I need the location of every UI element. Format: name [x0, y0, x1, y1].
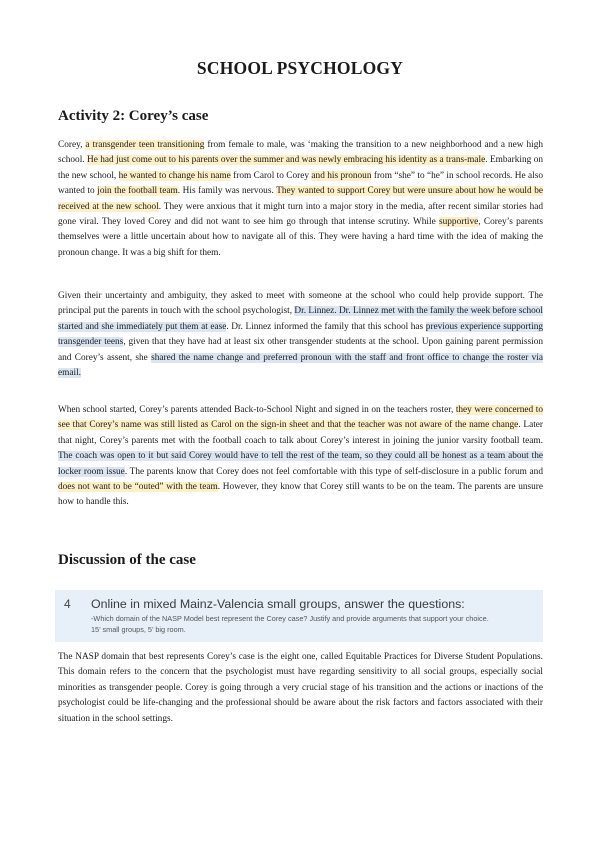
highlighted-text: they were concerned to see that Corey’s name was still listed as Carol on the sign-in sheet and that the teacher was not aware of the name change: [58, 405, 543, 431]
highlighted-text: a transgender teen transitioning: [85, 140, 205, 150]
body-text: Given their uncertainty and ambiguity, they asked to meet with someone at the school who could help provide support. The principal put the parents in touch with the school psychologist,: [58, 291, 543, 317]
discussion-heading: Discussion of the case: [58, 552, 196, 568]
highlighted-text: He had just come out to his parents over the summer and was newly embracing his identity as a trans-male: [87, 155, 486, 166]
body-text: , given that they have had at least six other transgender students at the school. Upon gaining parent permission and Corey’s assent, she: [58, 337, 544, 363]
highlighted-text: The coach was open to it but said Corey would have to tell the rest of the team, so they could all be honest as a team about the locker room issue: [58, 451, 543, 477]
body-text: , Corey’s parents themselves were a little uncertain about how to navigate all of this. They were having a hard time with the idea of making the pronoun change. It was a big shift for them.: [58, 217, 543, 258]
case-paragraph-3: [58, 403, 543, 511]
highlighted-text: supportive: [439, 217, 479, 228]
body-text: . His family was nervous.: [177, 186, 277, 197]
highlighted-text: They wanted to support Corey but were unsure about how he would be received at the new school: [58, 186, 544, 212]
question-detail-line-2: 15’ small groups, 5’ big room.: [91, 624, 186, 634]
body-text: When school started, Corey’s parents attended Back-to-School Night and signed in on the teachers roster,: [58, 405, 456, 415]
highlighted-text: Dr. Linnez. Dr. Linnez met with the family the week before school started and she immediately put them at ease: [58, 306, 543, 332]
activity-heading: Activity 2: Corey’s case: [58, 108, 209, 124]
body-text: Corey,: [58, 140, 86, 150]
body-text: . Dr. Linnez informed the family that this school has: [226, 321, 426, 332]
question-number: 4: [64, 597, 71, 611]
body-text: . However, they know that Corey still wants to be on the team. The parents are unsure how to handle this.: [58, 482, 543, 508]
body-text: . Later that night, Corey’s parents met with the football coach to talk about Corey’s interest in joining the junior varsity football team.: [58, 420, 543, 446]
case-paragraph-2: [58, 289, 543, 381]
page-title: SCHOOL PSYCHOLOGY: [196, 58, 404, 78]
body-text: . Embarking on the new school,: [58, 155, 543, 181]
question-title: Online in mixed Mainz-Valencia small groups, answer the questions:: [91, 597, 465, 611]
highlighted-text: shared the name change and preferred pronoun with the staff and front office to change the roster via email.: [58, 352, 543, 379]
body-text: from female to male, was ‘making the transition to a new neighborhood and a new high school.: [58, 140, 543, 166]
body-text: from “she” to “he” in school records. He also wanted to: [58, 170, 543, 197]
answer-paragraph: The NASP domain that best represents Corey’s case is the eight one, called Equitable Practices for Diverse Student Populations. This domain refers to the concern that the psychologist must have regarding sensitivity to all social groups, especially social minorities as transgender people. Corey is going through a very crucial stage of his transition and the actions or inactions of the psychologist could be life-changing and the professional should be aware about the risk factors and factors associated with their situation in the school settings.: [58, 652, 543, 724]
highlighted-text: he wanted to change his name: [118, 170, 231, 181]
question-detail-line-1: -Which domain of the NASP Model best represent the Corey case? Justify and provide arguments that support your choice.: [91, 614, 489, 623]
case-paragraph-1: [58, 138, 543, 261]
highlighted-text: does not want to be “outed” with the team: [58, 482, 218, 493]
body-text: . The parents know that Corey does not feel comfortable with this type of self-disclosure in a public forum and: [124, 466, 543, 477]
body-text: . They were anxious that it might turn into a major story in the media, after recent similar stories had gone viral. They loved Corey and did not want to see him go through that intense scrutiny. While: [58, 201, 543, 228]
question-detail: [91, 614, 536, 635]
highlighted-text: and his pronoun: [311, 170, 372, 181]
highlighted-text: join the football team: [97, 186, 178, 197]
body-text: from Carol to Corey: [230, 170, 312, 181]
question-box: [55, 590, 543, 642]
highlighted-text: previous experience supporting transgender teens: [58, 321, 543, 348]
